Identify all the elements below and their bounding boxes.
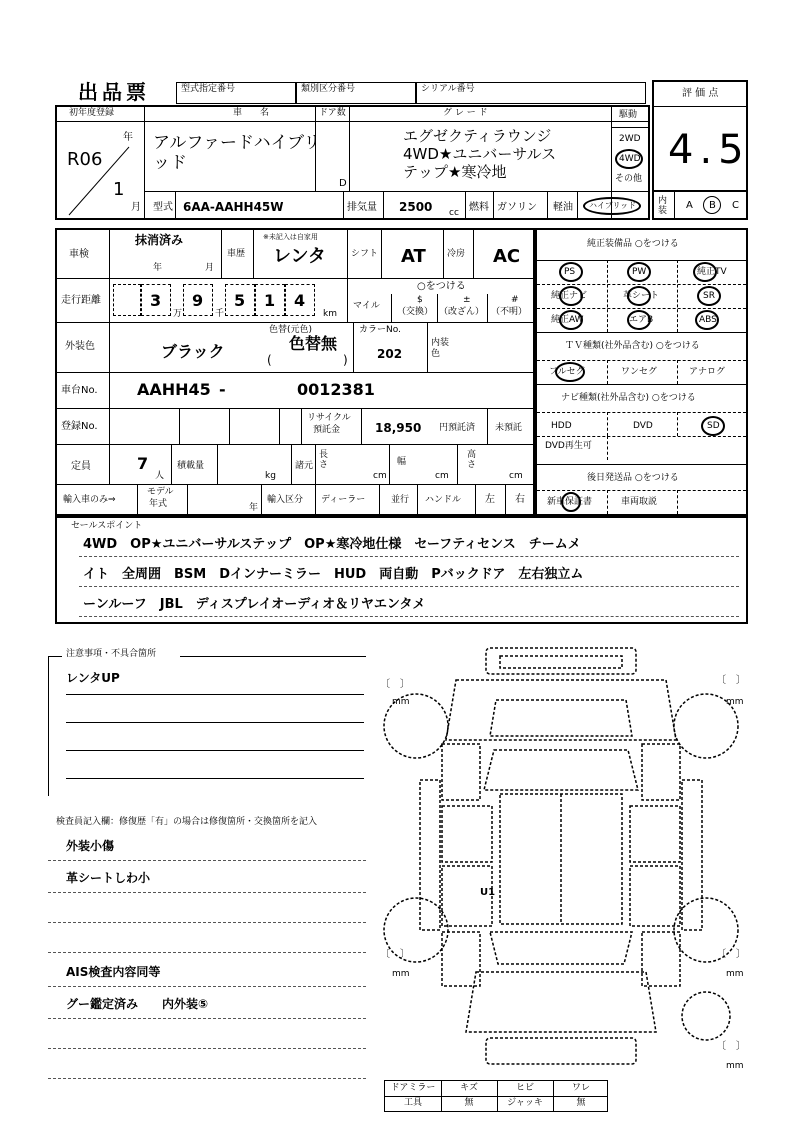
inspector-line-1: 外装小傷 (66, 839, 115, 853)
door-count: D (339, 178, 347, 189)
sales-line-1: 4WD OP★ユニバーサルステップ OP★寒冷地仕様 セーフティセンス チームメ (83, 537, 581, 552)
inspector-line-2: 革シートしわ小 (66, 871, 151, 885)
details-table: 車検 抹消済み 年 月 車歴 ※未記入は自家用 レンタ シフト AT 冷房 AC 走行距離 3 万 9 千 5 1 4 km ○をつける マイル $ （交換） ± （改ざん） # （不明） 外装色 ブラック 色替(元色) 色替無 ( ) カラーNo. 202 内装色 車台No. AAHH45 - 0012381 登録No. リサイクル 預託金 18,950 円預託済 未預託 定員 7 人 積載量 kg 諸元 長さ cm 幅 cm 高さ cm 輸入車のみ⇒ モデル 年式 年 輸入区分 ディーラー 並行 ハンドル 左 右 (55, 228, 535, 516)
chassis-prefix: AAHH45 (137, 380, 211, 399)
damage-mark-u1: U1 (480, 887, 496, 898)
category-box: 類別区分番号 (296, 82, 416, 104)
chassis-number: 0012381 (297, 380, 375, 399)
mileage-digit-5: 4 (294, 291, 306, 310)
vehicle-name-2: ッド (153, 153, 187, 173)
interior-b-circle (703, 196, 721, 214)
doc-warranty: 新車保証書 (547, 497, 593, 507)
inspector-line-6: グー鑑定済み 内外装⑤ (66, 997, 209, 1011)
equip-leather: 革シート (623, 291, 660, 301)
history-value: レンタ (273, 246, 326, 267)
equip-airbag: エアB (629, 315, 654, 325)
ac-value: AC (493, 246, 521, 267)
reg-month: 1 (113, 179, 125, 200)
grade-line-2: 4WD★ユニバーサルス (403, 145, 557, 163)
vehicle-block: 初年度登録 R06 年 1 月 車 名 アルファードハイブリ ッド ドア数 D グ レ ー ド エグゼクティラウンジ 4WD★ユニバーサルス テップ★寒冷地 駆動 2WD 4WD その他 型式 6AA-AAHH45W 排気量 2500 cc 燃料 ガソリン 軽油 ハイブリッド (55, 105, 650, 220)
legend-table: ドアミラー キズ ヒビ ワレ 工具 無 ジャッキ 無 (384, 1080, 608, 1112)
serial-box: シリアル番号 (416, 82, 646, 104)
equip-ps: PS (564, 267, 576, 277)
sales-line-2: イト 全周囲 BSM Dインナーミラー HUD 両自動 Pバックドア 左右独立ム (83, 567, 584, 582)
grade-line-1: エグゼクティラウンジ (403, 127, 552, 145)
form-title: 出品票 (78, 80, 150, 104)
note-line-1: レンタUP (66, 671, 120, 685)
capacity-value: 7 (137, 454, 149, 473)
equip-aw: 純正AW (551, 315, 584, 325)
inspector-label: 検査員記入欄：修復歴「有」の場合は修復箇所・交換箇所を記入 (56, 817, 318, 827)
options-panel: 純正装備品 ○をつける PS PW 純正TV 純正ナビ 革シート SR 純正AW エアB ABS ＴＶ種類(社外品含む) ○をつける フルセグ ワンセグ アナログ ナビ種類(社外品含む) ○をつける HDD DVD SD DVD再生可 後日発送品 ○をつける 新車保証書 車両取説 (535, 228, 748, 516)
repaint-value: 色替無 (289, 334, 338, 353)
recycle-amount: 18,950 (375, 421, 422, 435)
inspection-value: 抹消済み (135, 233, 184, 247)
vehicle-name-1: アルファードハイブリ (153, 133, 321, 153)
car-diagram: 〔 〕 mm 〔 〕 mm 〔 〕 mm 〔 〕 mm 〔 〕 mm U1 (376, 640, 750, 1076)
color-code: 202 (377, 347, 403, 361)
rating-value: 4.5 (668, 127, 750, 173)
shift-value: AT (401, 246, 426, 267)
notes-label: 注意事項・不具合箇所 (66, 649, 157, 659)
equip-tv: 純正TV (697, 267, 727, 277)
inspector-line-5: AIS検査内容同等 (66, 965, 161, 979)
equip-pw: PW (632, 267, 647, 277)
model-code-box: 型式指定番号 (176, 82, 296, 104)
car-diagram-svg (376, 640, 750, 1076)
mileage-digit-4: 1 (264, 291, 276, 310)
drive-4wd: 4WD (619, 154, 641, 164)
tv-fullseg: フルセグ (549, 367, 585, 377)
drive-4wd-circle (615, 149, 643, 169)
grade-line-3: テップ★寒冷地 (403, 163, 507, 181)
navi-sd: SD (707, 421, 720, 431)
displacement: 2500 (399, 200, 433, 214)
mileage-digit-3: 5 (234, 291, 246, 310)
model-type: 6AA-AAHH45W (183, 200, 284, 214)
sales-points-box: セールスポイント 4WD OP★ユニバーサルステップ OP★寒冷地仕様 セーフティセンス チームメ イト 全周囲 BSM Dインナーミラー HUD 両自動 Pバックドア 左右独立ム ーンルーフ JBL ディスプレイオーディオ＆リヤエンタメ (55, 516, 748, 624)
interior-grade-box: 内装 A B C (652, 190, 748, 220)
interior-grade-b: B (709, 200, 716, 211)
sales-line-3: ーンルーフ JBL ディスプレイオーディオ＆リヤエンタメ (83, 597, 426, 612)
reg-era-year: R06 (67, 149, 103, 170)
equip-sr: SR (703, 291, 715, 301)
equip-navi: 純正ナビ (551, 291, 588, 301)
rating-label: 評 価 点 (682, 88, 719, 99)
mileage-digit-1: 3 (150, 291, 162, 310)
exterior-color: ブラック (161, 342, 225, 361)
mileage-digit-2: 9 (192, 291, 204, 310)
equip-abs: ABS (699, 315, 717, 325)
fuel-hybrid: ハイブリッド (589, 201, 637, 210)
